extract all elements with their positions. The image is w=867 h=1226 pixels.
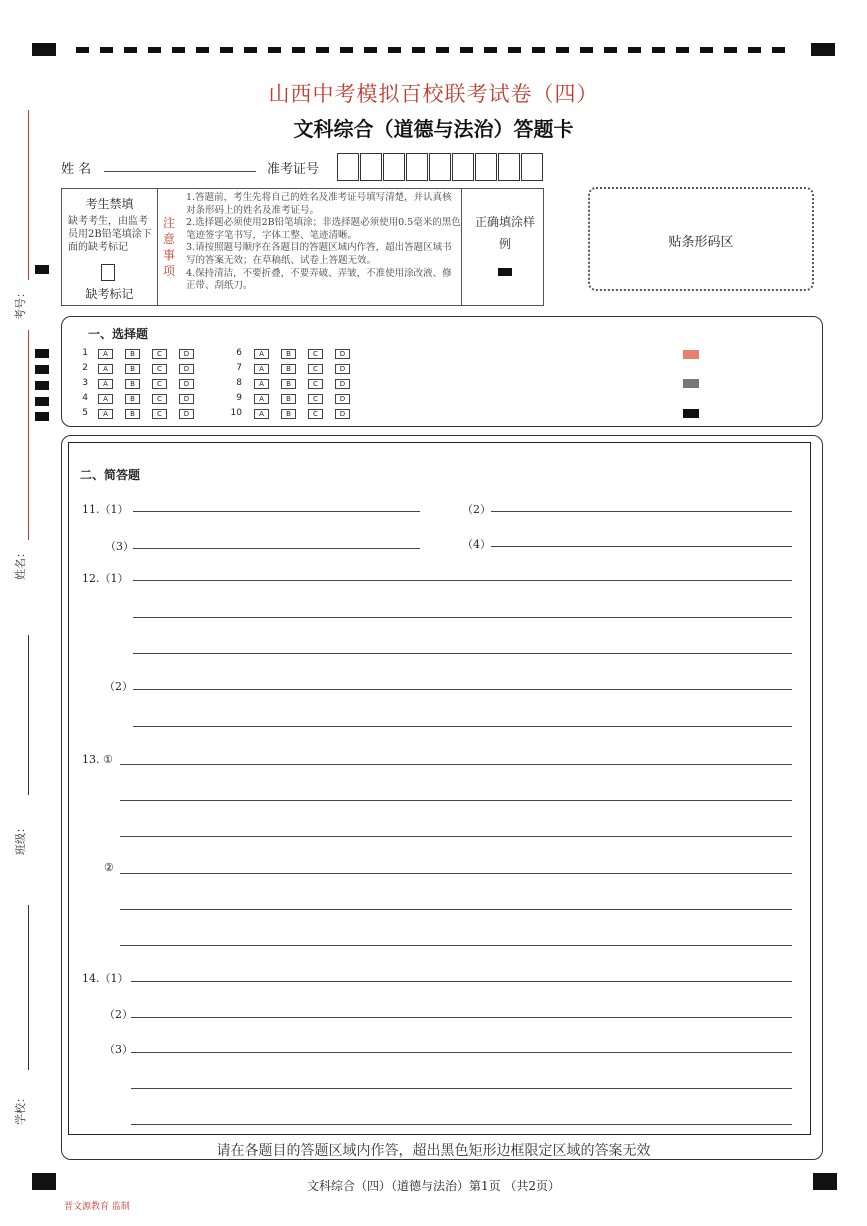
timing-mark-side bbox=[35, 381, 49, 390]
sidebar-school: 学校： bbox=[14, 1092, 27, 1125]
mcq-option-bubble[interactable]: C bbox=[152, 349, 167, 359]
answer-line[interactable] bbox=[133, 580, 792, 581]
mcq-title: 一、选择题 bbox=[88, 327, 149, 341]
mcq-option-bubble[interactable]: B bbox=[125, 409, 140, 419]
barcode-area bbox=[588, 187, 814, 291]
timing-dash bbox=[724, 47, 737, 53]
q11-label: 11.（1） bbox=[82, 503, 129, 516]
answer-line[interactable] bbox=[131, 1124, 792, 1125]
mcq-option-bubble[interactable]: D bbox=[179, 394, 194, 404]
id-digit-box[interactable] bbox=[475, 153, 497, 181]
mcq-option-bubble[interactable]: C bbox=[308, 394, 323, 404]
q14-label: 14.（1） bbox=[82, 972, 129, 985]
timing-dash bbox=[220, 47, 233, 53]
publisher-credit: 晋文源教育 监制 bbox=[64, 1202, 130, 1212]
answer-area-warning: 请在各题目的答题区域内作答，超出黑色矩形边框限定区域的答案无效 bbox=[216, 1143, 651, 1159]
mcq-option-bubble[interactable]: C bbox=[152, 409, 167, 419]
timing-dash bbox=[604, 47, 617, 53]
q11-part3-label: （3） bbox=[105, 540, 134, 553]
mcq-question-number: 9 bbox=[236, 393, 242, 403]
mcq-option-bubble[interactable]: A bbox=[254, 349, 269, 359]
forbidden-text: 缺考考生，由监考员用2B铅笔填涂下面的缺考标记 bbox=[68, 216, 152, 253]
sample-filled-mark bbox=[498, 268, 512, 276]
mcq-option-bubble[interactable]: B bbox=[125, 394, 140, 404]
mcq-option-bubble[interactable]: B bbox=[281, 379, 296, 389]
timing-dash bbox=[484, 47, 497, 53]
mcq-option-bubble[interactable]: D bbox=[335, 364, 350, 374]
mcq-option-bubble[interactable]: D bbox=[335, 394, 350, 404]
answer-line[interactable] bbox=[133, 511, 420, 512]
timing-dash bbox=[772, 47, 785, 53]
answer-line[interactable] bbox=[133, 548, 420, 549]
mcq-option-bubble[interactable]: D bbox=[179, 409, 194, 419]
sample-label: 正确填涂样例 bbox=[474, 215, 535, 251]
swatch-black bbox=[683, 409, 699, 418]
answer-line[interactable] bbox=[120, 836, 792, 837]
mcq-option-bubble[interactable]: D bbox=[335, 409, 350, 419]
mcq-option-bubble[interactable]: B bbox=[125, 379, 140, 389]
timing-mark-top-left bbox=[32, 43, 56, 56]
id-digit-box[interactable] bbox=[360, 153, 382, 181]
answer-line[interactable] bbox=[131, 1088, 792, 1089]
q13-label: 13. ① bbox=[82, 753, 113, 766]
timing-dash bbox=[628, 47, 641, 53]
timing-dash bbox=[292, 47, 305, 53]
id-label: 准考证号 bbox=[267, 162, 320, 177]
mcq-option-bubble[interactable]: C bbox=[152, 379, 167, 389]
timing-dash bbox=[412, 47, 425, 53]
mcq-option-bubble[interactable]: A bbox=[98, 364, 113, 374]
answer-line[interactable] bbox=[120, 909, 792, 910]
name-label: 姓 名 bbox=[61, 162, 92, 177]
mcq-question-number: 3 bbox=[82, 378, 88, 388]
timing-mark-side bbox=[35, 349, 49, 358]
absent-label: 缺考标记 bbox=[85, 287, 134, 301]
instructions-box bbox=[61, 188, 544, 306]
answer-line[interactable] bbox=[120, 764, 792, 765]
timing-dash bbox=[124, 47, 137, 53]
mcq-option-bubble[interactable]: D bbox=[179, 364, 194, 374]
mcq-question-number: 6 bbox=[236, 348, 242, 358]
timing-dash bbox=[316, 47, 329, 53]
q11-part2-label: （2） bbox=[462, 503, 491, 516]
id-digit-box[interactable] bbox=[498, 153, 520, 181]
mcq-option-bubble[interactable]: C bbox=[308, 364, 323, 374]
mcq-question-number: 10 bbox=[230, 408, 242, 418]
answer-line[interactable] bbox=[133, 689, 792, 690]
mcq-option-bubble[interactable]: A bbox=[98, 379, 113, 389]
q13-part2-label: ② bbox=[104, 861, 114, 874]
timing-dash bbox=[76, 47, 89, 53]
name-field[interactable] bbox=[104, 171, 256, 172]
timing-dash bbox=[364, 47, 377, 53]
id-digit-box[interactable] bbox=[452, 153, 474, 181]
mcq-option-bubble[interactable]: D bbox=[179, 349, 194, 359]
mcq-option-bubble[interactable]: C bbox=[308, 349, 323, 359]
mcq-option-bubble[interactable]: A bbox=[98, 409, 113, 419]
answer-line[interactable] bbox=[120, 945, 792, 946]
mcq-option-bubble[interactable]: C bbox=[152, 364, 167, 374]
timing-mark-side bbox=[35, 265, 49, 274]
answer-line[interactable] bbox=[120, 873, 792, 874]
timing-dash bbox=[388, 47, 401, 53]
timing-dash bbox=[532, 47, 545, 53]
answer-line[interactable] bbox=[133, 726, 792, 727]
timing-mark-side bbox=[35, 365, 49, 374]
answer-line[interactable] bbox=[133, 653, 792, 654]
timing-dash bbox=[460, 47, 473, 53]
notice-list: 1.答题前，考生先将自己的姓名及准考证号填写清楚，并认真核对条形码上的姓名及准考证号。 2.选择题必须使用2B铅笔填涂；非选择题必须使用0.5毫米的黑色笔迹签字笔书写，字体工整、笔迹清晰。 3.请按照题号顺序在各题目的答题区域内作答，超出答题区域书写的答案无效；在草稿纸、试卷上答题无效。 4.保持清洁，不要折叠，不要弄破、弄皱，不准使用涂改液、修正带、刮纸刀。 bbox=[186, 192, 461, 292]
answer-line[interactable] bbox=[131, 1017, 792, 1018]
q12-part2-label: （2） bbox=[104, 680, 133, 693]
mcq-option-bubble[interactable]: B bbox=[281, 349, 296, 359]
timing-mark-side bbox=[35, 412, 49, 421]
mcq-option-bubble[interactable]: C bbox=[308, 409, 323, 419]
mcq-option-bubble[interactable]: A bbox=[254, 364, 269, 374]
timing-dash bbox=[340, 47, 353, 53]
q14-part2-label: （2） bbox=[104, 1008, 133, 1021]
timing-dash bbox=[244, 47, 257, 53]
mcq-option-bubble[interactable]: A bbox=[254, 379, 269, 389]
answer-line[interactable] bbox=[120, 800, 792, 801]
page-footer: 文科综合（四）（道德与法治）第1页 （共2页） bbox=[306, 1179, 561, 1193]
timing-dash bbox=[748, 47, 761, 53]
sidebar-class: 班级： bbox=[14, 822, 27, 855]
swatch-red bbox=[683, 350, 699, 359]
mcq-option-bubble[interactable]: B bbox=[125, 349, 140, 359]
id-digit-box[interactable] bbox=[406, 153, 428, 181]
timing-dash bbox=[652, 47, 665, 53]
mcq-question-number: 7 bbox=[236, 363, 242, 373]
timing-mark-top-right bbox=[811, 43, 835, 56]
answer-line[interactable] bbox=[133, 617, 792, 618]
answer-line[interactable] bbox=[131, 1052, 792, 1053]
mcq-question-number: 5 bbox=[82, 408, 88, 418]
mcq-option-bubble[interactable]: D bbox=[335, 349, 350, 359]
absent-mark-box[interactable] bbox=[101, 264, 115, 281]
mcq-option-bubble[interactable]: A bbox=[98, 394, 113, 404]
mcq-option-bubble[interactable]: D bbox=[179, 379, 194, 389]
answer-line[interactable] bbox=[131, 981, 792, 982]
timing-dash bbox=[436, 47, 449, 53]
timing-mark-side bbox=[35, 397, 49, 406]
mcq-option-bubble[interactable]: A bbox=[254, 394, 269, 404]
sidebar-name: 姓名： bbox=[14, 547, 27, 580]
timing-dash bbox=[172, 47, 185, 53]
id-digit-box[interactable] bbox=[383, 153, 405, 181]
q11-part4-label: （4） bbox=[462, 538, 491, 551]
timing-dash bbox=[148, 47, 161, 53]
mcq-question-number: 2 bbox=[82, 363, 88, 373]
timing-dash bbox=[508, 47, 521, 53]
id-digit-box[interactable] bbox=[337, 153, 359, 181]
answer-line[interactable] bbox=[491, 546, 792, 547]
timing-dash bbox=[196, 47, 209, 53]
q14-part3-label: （3） bbox=[104, 1043, 133, 1056]
timing-dash bbox=[556, 47, 569, 53]
exam-title: 山西中考模拟百校联考试卷（四） bbox=[268, 82, 599, 106]
answer-line[interactable] bbox=[491, 511, 792, 512]
swatch-gray bbox=[683, 379, 699, 388]
mcq-option-bubble[interactable]: C bbox=[152, 394, 167, 404]
id-digit-box[interactable] bbox=[521, 153, 543, 181]
mcq-question-number: 8 bbox=[236, 378, 242, 388]
q12-label: 12.（1） bbox=[82, 572, 129, 585]
notice-title: 注意事项 bbox=[163, 216, 176, 278]
mcq-option-bubble[interactable]: B bbox=[281, 364, 296, 374]
mcq-option-bubble[interactable]: A bbox=[254, 409, 269, 419]
barcode-label: 贴条形码区 bbox=[668, 235, 734, 250]
timing-dash bbox=[580, 47, 593, 53]
sidebar-exam-no: 考号： bbox=[14, 287, 27, 320]
mcq-option-bubble[interactable]: B bbox=[125, 364, 140, 374]
mcq-option-bubble[interactable]: C bbox=[308, 379, 323, 389]
mcq-section bbox=[61, 316, 823, 427]
id-digit-box[interactable] bbox=[429, 153, 451, 181]
mcq-option-bubble[interactable]: A bbox=[98, 349, 113, 359]
forbidden-title: 考生禁填 bbox=[85, 197, 134, 211]
mcq-option-bubble[interactable]: B bbox=[281, 409, 296, 419]
mcq-question-number: 1 bbox=[82, 348, 88, 358]
short-answer-title: 二、简答题 bbox=[80, 468, 141, 482]
timing-dash bbox=[268, 47, 281, 53]
mcq-option-bubble[interactable]: D bbox=[335, 379, 350, 389]
mcq-question-number: 4 bbox=[82, 393, 88, 403]
mcq-option-bubble[interactable]: B bbox=[281, 394, 296, 404]
timing-dash bbox=[100, 47, 113, 53]
timing-dash bbox=[676, 47, 689, 53]
timing-dash bbox=[700, 47, 713, 53]
answer-sheet-title: 文科综合（道德与法治）答题卡 bbox=[293, 117, 574, 141]
